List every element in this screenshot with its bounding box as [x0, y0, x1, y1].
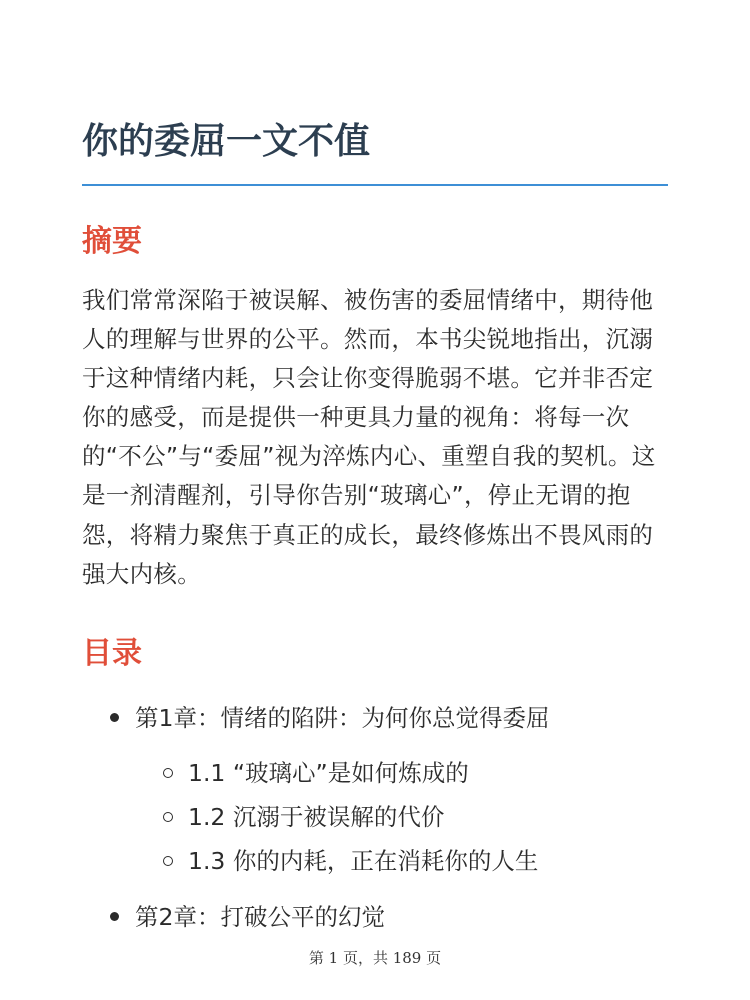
toc-heading: 目录 — [82, 636, 142, 671]
bullet-circle-icon — [163, 856, 173, 866]
title-divider — [82, 184, 668, 186]
toc-section-1-3[interactable] — [163, 843, 538, 879]
abstract-paragraph: 我们常常深陷于被误解、被伤害的委屈情绪中，期待他人的理解与世界的公平。然而，本书尖锐地指出，沉溺于这种情绪内耗，只会让你变得脆弱不堪。它并非否定你的感受，而是提供一种更具力量的视角：将每一次的“不公”与“委屈”视为淬炼内心、重塑自我的契机。这是一剂清醒剂，引导你告别“玻璃心”，停止无谓的抱怨，将精力聚焦于真正的成长，最终修炼出不畏风雨的强大内核。 — [82, 286, 656, 588]
bullet-circle-icon — [163, 812, 173, 822]
toc-chapter-label: 第2章：打破公平的幻觉 — [135, 903, 385, 931]
toc-section-label: 1.2 沉溺于被误解的代价 — [188, 803, 445, 831]
toc-section-1-2[interactable] — [163, 799, 444, 835]
bullet-circle-icon — [163, 768, 173, 778]
bullet-dot-icon — [110, 713, 119, 722]
toc-chapter-1[interactable] — [110, 700, 549, 736]
toc-chapter-label: 第1章：情绪的陷阱：为何你总觉得委屈 — [135, 704, 550, 732]
toc-section-label: 1.1 “玻璃心”是如何炼成的 — [188, 759, 469, 787]
toc-section-1-1[interactable] — [163, 755, 469, 791]
toc-chapter-2[interactable] — [110, 899, 385, 935]
toc-section-label: 1.3 你的内耗，正在消耗你的人生 — [188, 847, 539, 875]
abstract-heading: 摘要 — [82, 224, 142, 259]
page-footer: 第 1 页，共 189 页 — [308, 949, 442, 967]
bullet-dot-icon — [110, 912, 119, 921]
document-title: 你的委屈一文不值 — [82, 121, 371, 162]
